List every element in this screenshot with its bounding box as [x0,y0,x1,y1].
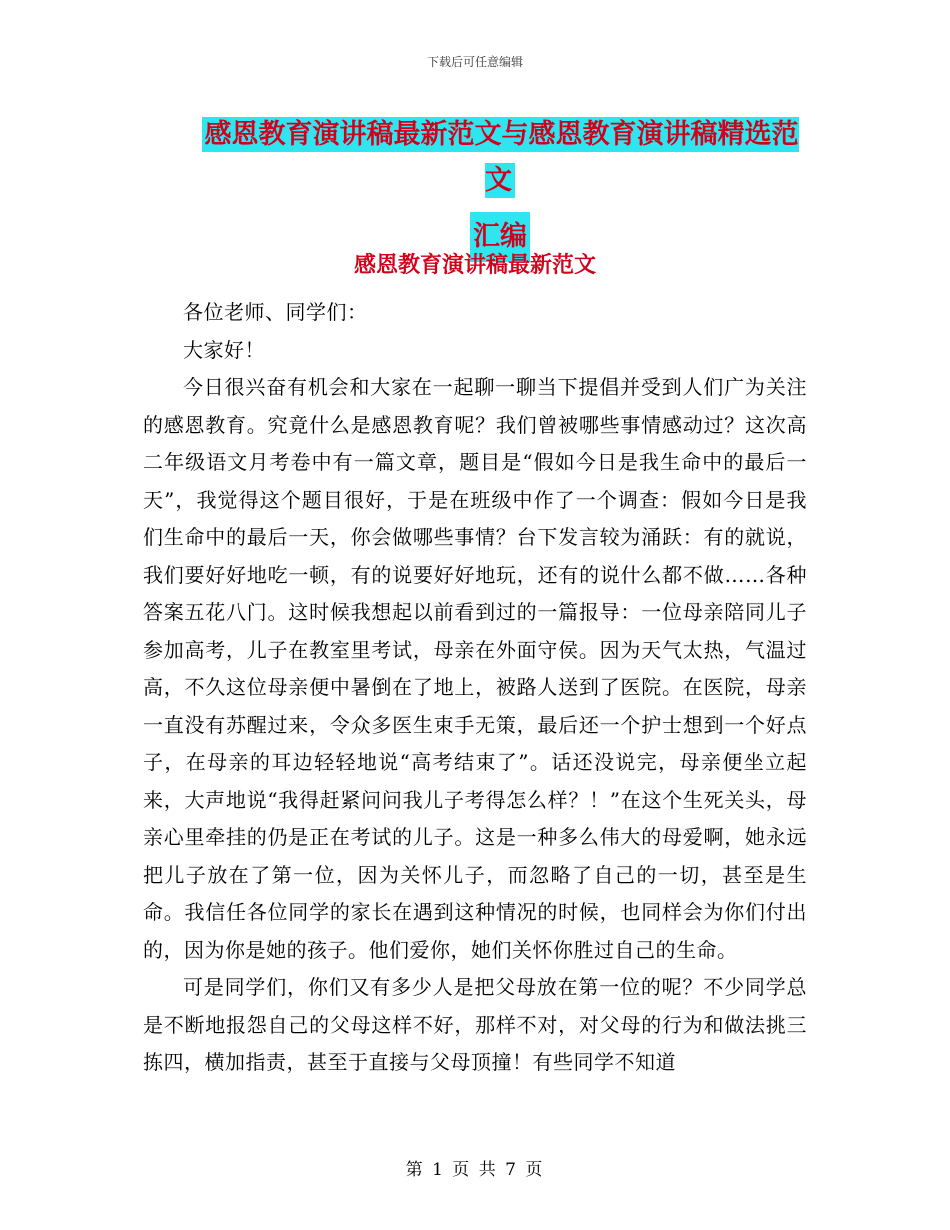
document-title-line2: 汇编 [470,212,530,262]
page-number-footer: 第 1 页 共 7 页 [405,1160,545,1180]
document-title-line1: 感恩教育演讲稿最新范文与感恩教育演讲稿精选范文 [202,117,799,198]
document-body [143,294,807,1082]
salutation: 各位老师、同学们： [183,300,368,324]
greeting: 大家好！ [183,337,265,362]
body-paragraph: 可是同学们，你们又有多少人是把父母放在第一位的呢？不少同学总是不断地报怨自己的父母这样不好，那样不对，对父母的行为和做法挑三拣四，横加指责，甚至于直接与父母顶撞！有些同学不知道 [143,975,807,1074]
body-paragraph: 今日很兴奋有机会和大家在一起聊一聊当下提倡并受到人们广为关注的感恩教育。究竟什么是感恩教育呢？我们曾被哪些事情感动过？这次高二年级语文月考卷中有一篇文章，题目是“假如今日是我生命中的最后一天”，我觉得这个题目很好，于是在班级中作了一个调查：假如今日是我们生命中的最后一天，你会做哪些事情？台下发言较为涌跃：有的就说，我们要好好地吃一顿，有的说要好好地玩，还有的说什么都不做……各种答案五花八门。这时候我想起以前看到过的一篇报导：一位母亲陪同儿子参加高考，儿子在教室里考试，母亲在外面守侯。因为天气太热，气温过高，不久这位母亲便中暑倒在了地上，被路人送到了医院。在医院，母亲一直没有苏醒过来，令众多医生束手无策，最后还一个护士想到一个好点子，在母亲的耳边轻轻地说“高考结束了”。话还没说完，母亲便坐立起来，大声地说“我得赶紧问问我儿子考得怎么样？！”在这个生死关头，母亲心里牵挂的仍是正在考试的儿子。这是一种多么伟大的母爱啊，她永远把儿子放在了第一位，因为关怀儿子，而忽略了自己的一切，甚至是生命。我信任各位同学的家长在遇到这种情况的时候，也同样会为你们付出的，因为你是她的孩子。他们爱你，她们关怀你胜过自己的生命。 [143,375,807,962]
header-note: 下载后可任意编辑 [426,55,523,69]
document-title [190,112,810,262]
section-title: 感恩教育演讲稿最新范文 [353,253,596,278]
